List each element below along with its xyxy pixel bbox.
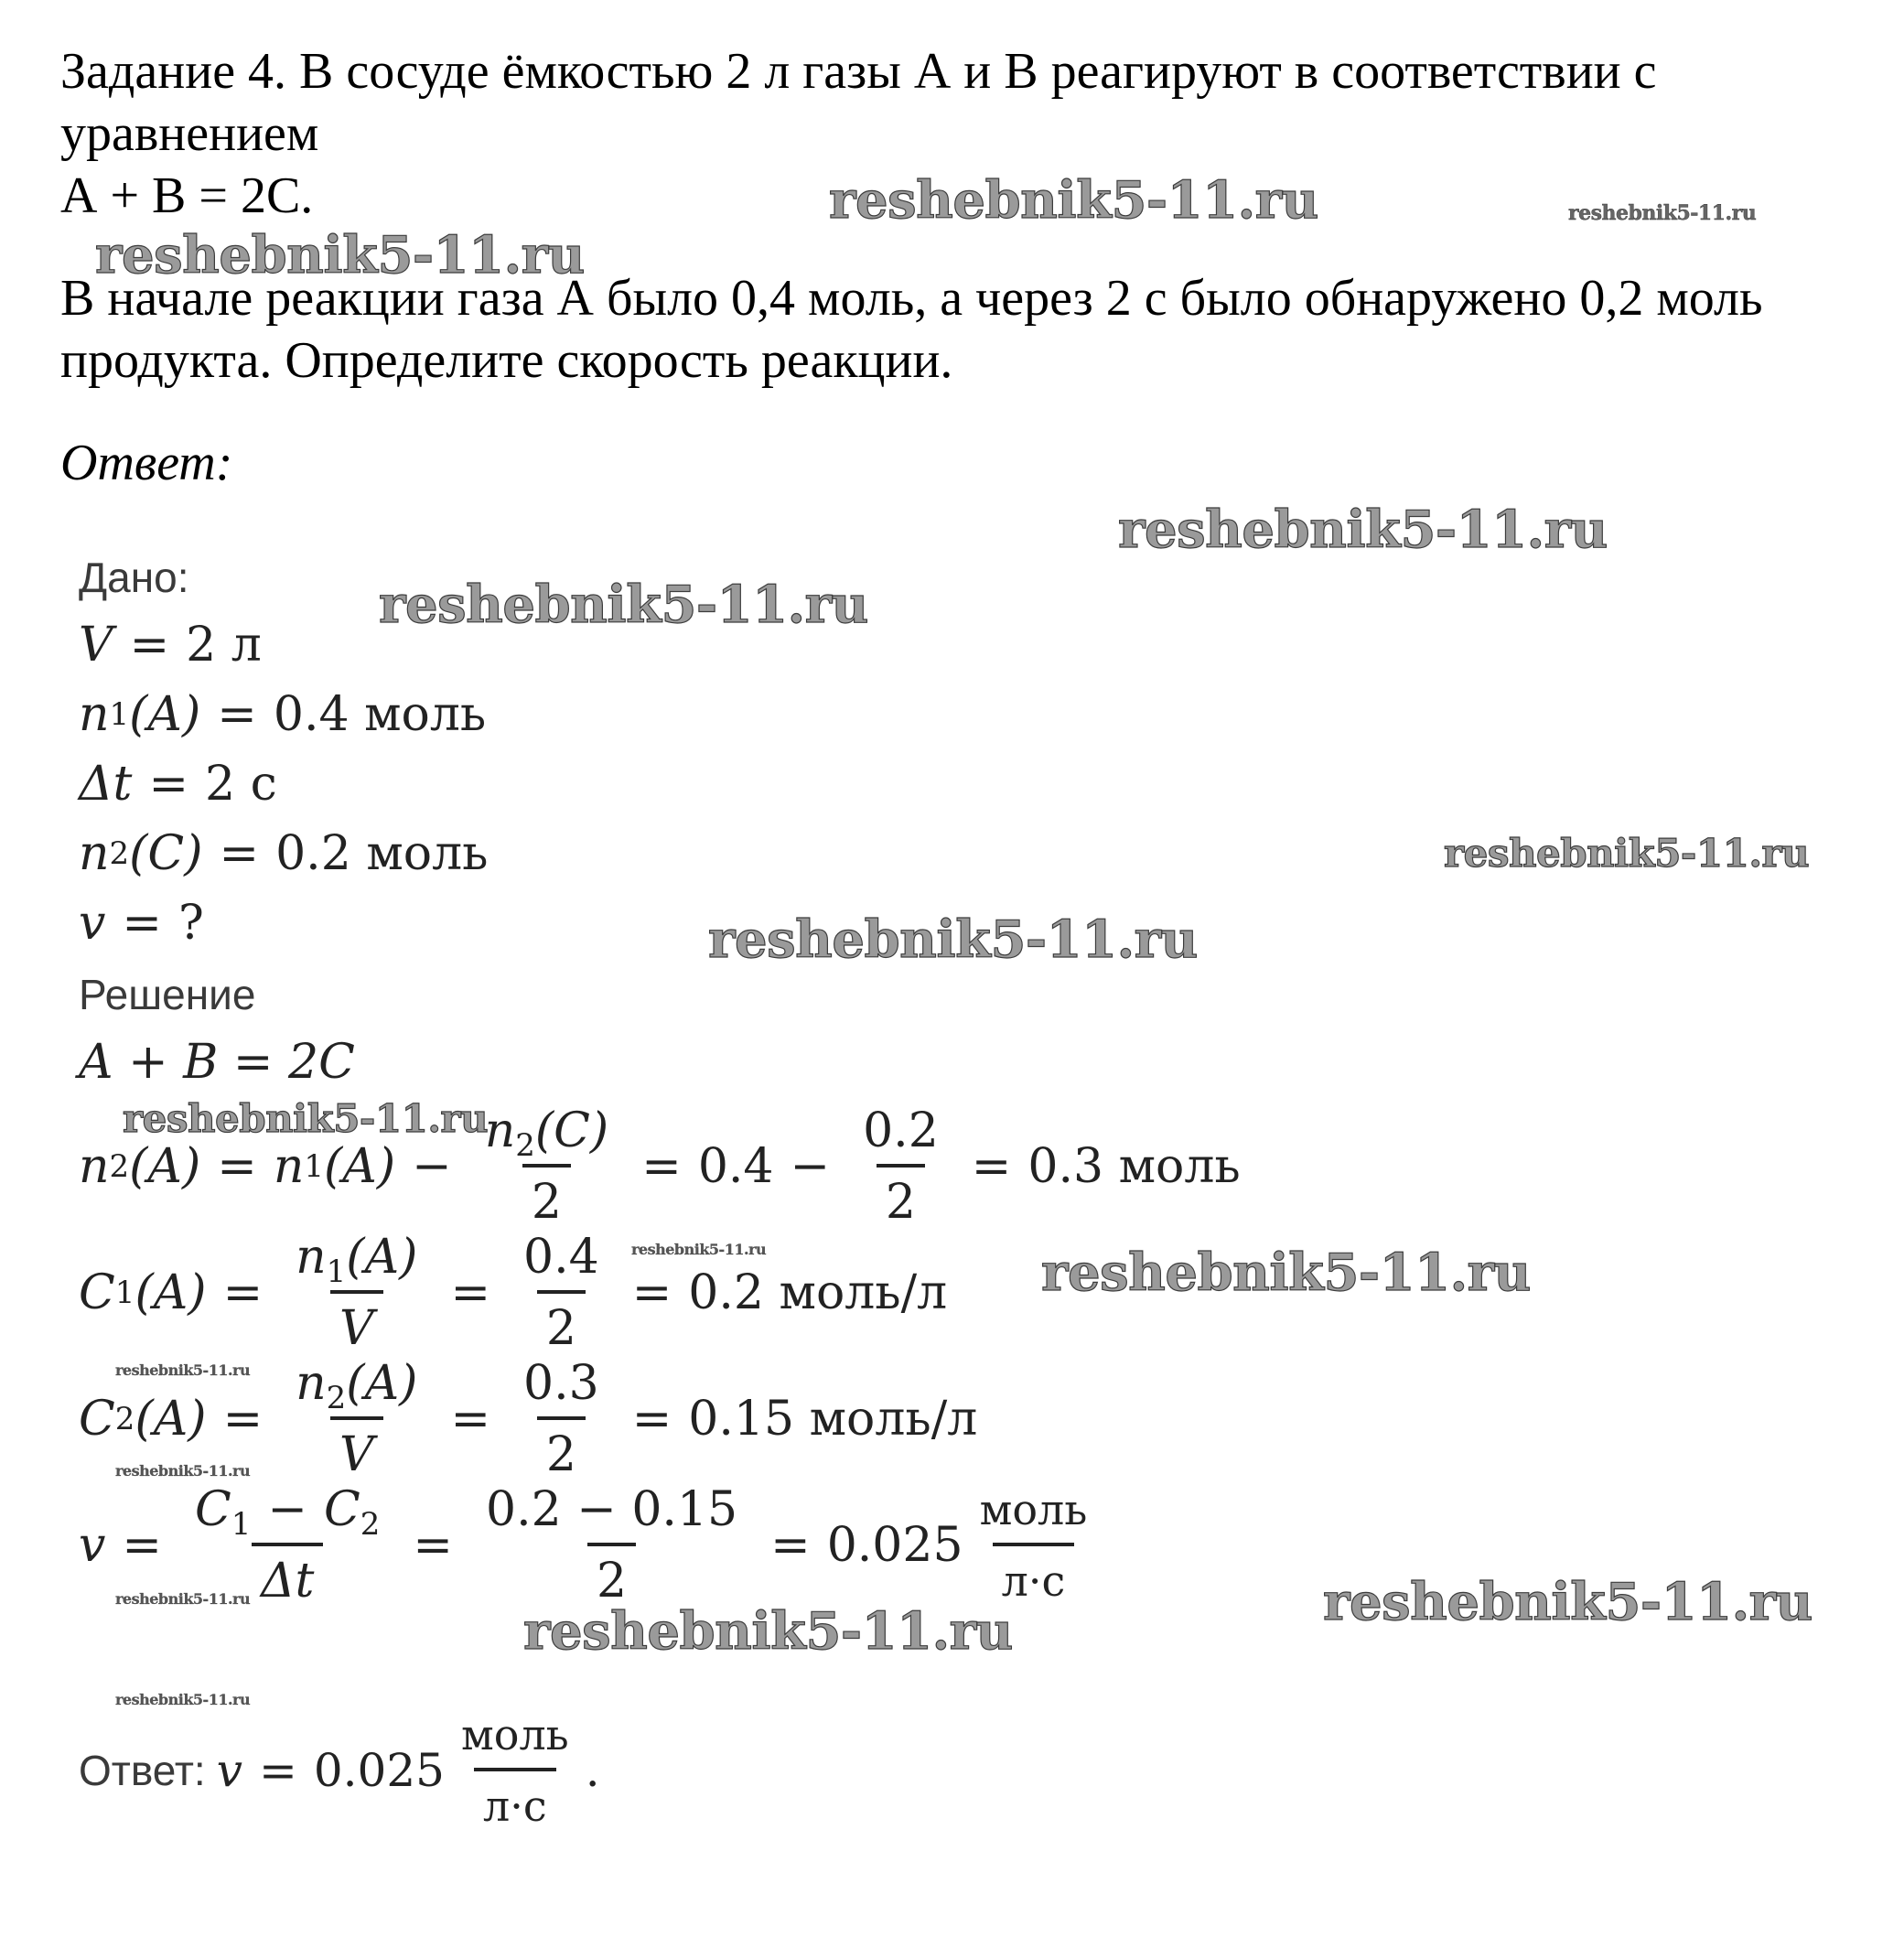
fraction-diff-over-2: $\frac{0.2 - 0.15}{2}$ [486, 1482, 738, 1609]
answer-heading: Ответ: [60, 435, 233, 491]
fraction-n2a-over-v: $\frac{n_2(A)}{V}$ [296, 1356, 418, 1482]
watermark-text: reshebnik5-11.ru [1041, 1243, 1531, 1303]
watermark-text: reshebnik5-11.ru [115, 1462, 251, 1480]
watermark-text: reshebnik5-11.ru [115, 1361, 251, 1379]
unit-fraction-mol-per-l-s: $\frac{\text{моль}}{л\cdot с}$ [971, 1480, 1097, 1610]
fraction-04-over-2: $\frac{0.4}{2}$ [523, 1230, 599, 1356]
task-text-line-1: Задание 4. В сосуде ёмкостью 2 л газы А и В реагируют в соответствии с [60, 43, 1657, 100]
watermark-text: reshebnik5-11.ru [829, 170, 1318, 231]
fraction-n2c-over-2: $\frac{n_2(C)}{2}$ [484, 1103, 609, 1230]
task-text-line-5: продукта. Определите скорость реакции. [60, 332, 953, 389]
reaction-equation: A + B = 2C [79, 1035, 355, 1090]
task-text-line-4: В начале реакции газа А было 0,4 моль, а через 2 с было обнаружено 0,2 моль [60, 270, 1763, 327]
watermark-text: reshebnik5-11.ru [379, 575, 868, 635]
watermark-text: reshebnik5-11.ru [708, 909, 1198, 970]
fraction-03-over-2: $\frac{0.3}{2}$ [523, 1356, 599, 1482]
equation-c2-a: C 2 (A) = $\frac{n_2(A)}{V}$ = $\frac{0.3}{2}$ = 0.15 моль/л [79, 1356, 978, 1482]
watermark-text: reshebnik5-11.ru [115, 1691, 251, 1708]
given-n2-c: n 2 (C) = 0.2 моль [79, 826, 489, 881]
watermark-text: reshebnik5-11.ru [1323, 1572, 1813, 1632]
equation-n2-a: n 2 (A) = n 1 (A) − $\frac{n_2(C)}{2}$ = 0.4 − $\frac{0.2}{2}$ = 0.3 моль [79, 1103, 1241, 1230]
equation-c1-a: C 1 (A) = $\frac{n_1(A)}{V}$ = $\frac{0.4}{2}$ = 0.2 моль/л [79, 1230, 948, 1356]
watermark-text: reshebnik5-11.ru [1568, 201, 1757, 225]
watermark-text: reshebnik5-11.ru [123, 1096, 489, 1141]
watermark-text: reshebnik5-11.ru [115, 1590, 251, 1608]
given-n1-a: n 1 (A) = 0.4 моль [79, 687, 487, 742]
given-v-unknown: v = ? [79, 896, 204, 951]
given-delta-t: Δt = 2 с [79, 757, 277, 812]
equation-rate: v = $\frac{C_1 - C_2}{\Delta t}$ = $\frac{0.2 - 0.15}{2}$ = 0.025 $\frac{\text{моль}}{л\cdot с}$ [79, 1477, 1103, 1614]
task-text-line-2: уравнением [60, 105, 319, 162]
watermark-text: reshebnik5-11.ru [631, 1241, 767, 1258]
watermark-text: reshebnik5-11.ru [1444, 831, 1810, 876]
task-equation: А + В = 2С. [60, 167, 314, 224]
solution-label: Решение [79, 971, 256, 1018]
fraction-c1-minus-c2-over-dt: $\frac{C_1 - C_2}{\Delta t}$ [194, 1482, 381, 1609]
given-label: Дано: [79, 554, 189, 601]
final-answer: Ответ: v = 0.025 $\frac{\text{моль}}{л\cdot с}$ . [79, 1702, 600, 1839]
watermark-text: reshebnik5-11.ru [523, 1601, 1013, 1662]
fraction-02-over-2: $\frac{0.2}{2}$ [863, 1103, 939, 1230]
fraction-n1a-over-v: $\frac{n_1(A)}{V}$ [296, 1230, 418, 1356]
watermark-text: reshebnik5-11.ru [1118, 500, 1608, 560]
given-volume: V = 2 л [79, 618, 262, 673]
watermark-text: reshebnik5-11.ru [95, 225, 585, 285]
final-unit-fraction: $\frac{\text{моль}}{л\cdot с}$ [452, 1706, 578, 1835]
